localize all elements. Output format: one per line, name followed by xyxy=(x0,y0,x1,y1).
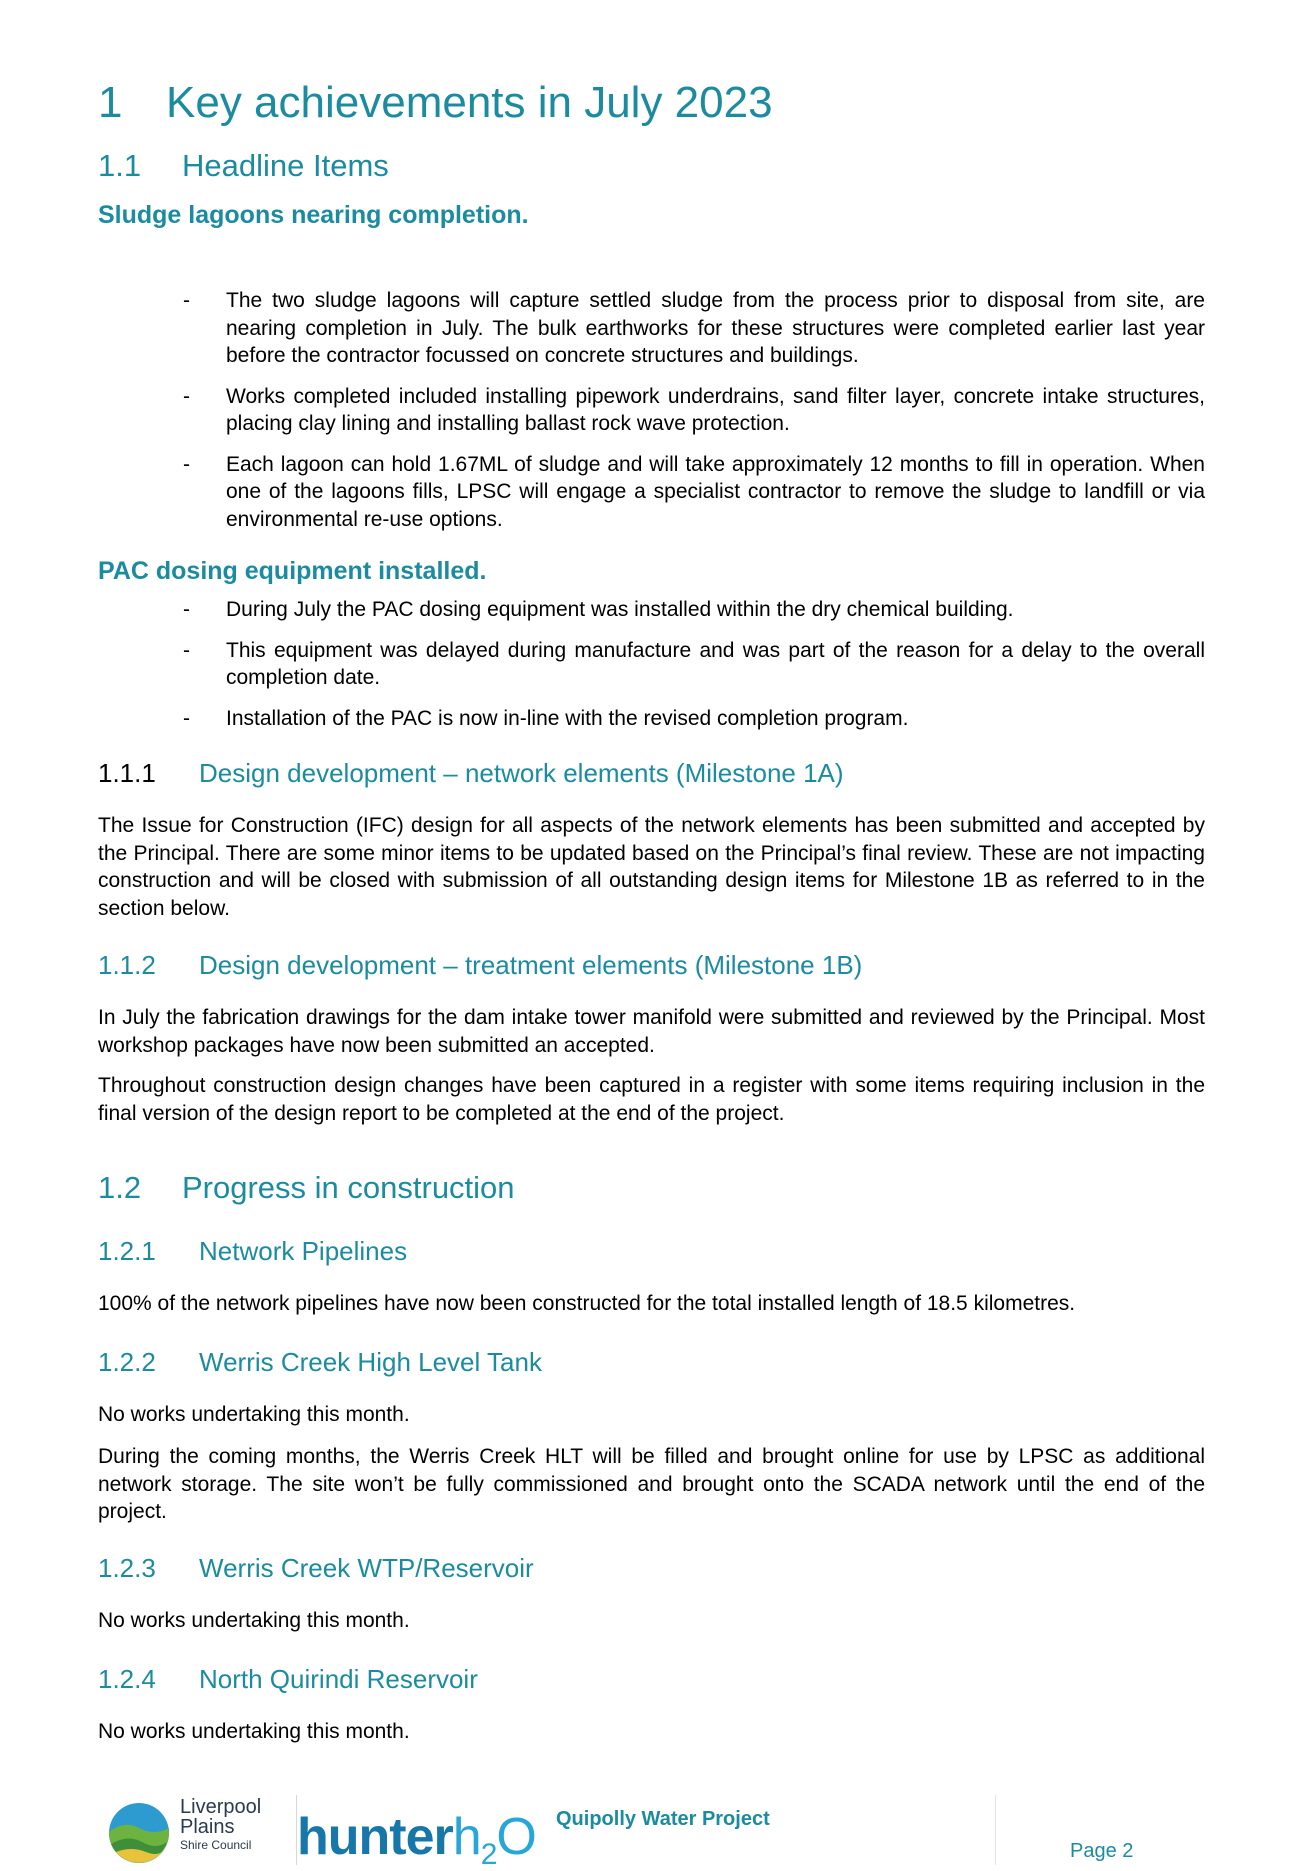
heading-1-2-3 xyxy=(98,1553,534,1584)
bullet-text: Works completed included installing pipework underdrains, sand filter layer, concrete intake structures, placing clay lining and installing ballast rock wave protection. xyxy=(226,384,1205,435)
page-footer xyxy=(0,1785,1291,1871)
heading-number: 1.1.1 xyxy=(98,758,156,788)
heading-number: 1.2.1 xyxy=(98,1236,156,1266)
heading-text: Progress in construction xyxy=(182,1170,515,1205)
heading-text: Headline Items xyxy=(182,148,389,183)
network-design-paragraph: The Issue for Construction (IFC) design for all aspects of the network elements has been submitted and accepted by the Principal. There are some minor items to be updated based on the Principal’s final review. These are not impacting construction and will be closed with submission of all outstanding design items for Milestone 1B as referred to in the section below. xyxy=(98,814,1205,920)
heading-number: 1.2 xyxy=(98,1170,142,1205)
h2o-h: h xyxy=(452,1808,481,1866)
heading-text: Design development – treatment elements (Milestone 1B) xyxy=(199,950,863,980)
heading-number: 1.2.4 xyxy=(98,1664,156,1694)
lpsc-wordmark xyxy=(180,1797,261,1853)
heading-number: 1 xyxy=(98,78,123,127)
bullet-text: Each lagoon can hold 1.67ML of sludge and will take approximately 12 months to fill in operation. When one of the lagoons fills, LPSC will engage a specialist contractor to remove the sludge to landfill or via environmental re-use options. xyxy=(226,452,1205,531)
heading-number: 1.1.2 xyxy=(98,950,156,980)
footer-divider xyxy=(995,1795,996,1865)
heading-text: Network Pipelines xyxy=(199,1236,408,1266)
list-item xyxy=(183,596,1205,624)
h2o-mark xyxy=(452,1808,536,1871)
list-item xyxy=(183,287,1205,370)
bullet-text: Installation of the PAC is now in-line with the revised completion program. xyxy=(226,706,909,730)
heading-1-1-2 xyxy=(98,950,862,981)
lpsc-line-2: Plains xyxy=(180,1816,235,1838)
heading-text: Key achievements in July 2023 xyxy=(166,78,773,127)
lpsc-logo-icon xyxy=(108,1802,170,1864)
hlt-paragraph-1: No works undertaking this month. xyxy=(98,1403,410,1426)
heading-1-2 xyxy=(98,1170,515,1206)
bullet-dash: - xyxy=(183,638,190,662)
h2o-subscript: 2 xyxy=(480,1838,497,1871)
sludge-bullet-list xyxy=(183,287,1205,546)
list-item xyxy=(183,451,1205,534)
page-number: Page 2 xyxy=(1070,1840,1134,1862)
treatment-design-paragraph-1: In July the fabrication drawings for the dam intake tower manifold were submitted and reviewed by the Principal. Most workshop packages have now been submitted an accepted. xyxy=(98,1006,1205,1057)
lpsc-line-3: Shire Council xyxy=(180,1838,252,1852)
heading-text: North Quirindi Reservoir xyxy=(199,1664,478,1694)
bullet-dash: - xyxy=(183,706,190,730)
bullet-text: During July the PAC dosing equipment was installed within the dry chemical building. xyxy=(226,598,1014,621)
bullet-dash: - xyxy=(183,384,190,408)
treatment-design-paragraph-2: Throughout construction design changes have been captured in a register with some items requiring inclusion in the final version of the design report to be completed at the end of the project. xyxy=(98,1074,1205,1125)
list-item xyxy=(183,705,1205,733)
heading-text: Werris Creek WTP/Reservoir xyxy=(199,1553,534,1583)
heading-text: Werris Creek High Level Tank xyxy=(199,1347,542,1377)
bullet-text: This equipment was delayed during manufacture and was part of the reason for a delay to the overall completion date. xyxy=(226,638,1205,689)
heading-1-1-1 xyxy=(98,758,844,789)
north-quirindi-paragraph: No works undertaking this month. xyxy=(98,1720,410,1743)
bullet-dash: - xyxy=(183,452,190,476)
list-item xyxy=(183,637,1205,692)
network-pipelines-paragraph: 100% of the network pipelines have now been constructed for the total installed length of 18.5 kilometres. xyxy=(98,1292,1076,1315)
h2o-o: O xyxy=(496,1808,536,1866)
heading-1-2-2 xyxy=(98,1347,542,1378)
hunter-h2o-logo xyxy=(297,1807,536,1871)
sludge-heading: Sludge lagoons nearing completion. xyxy=(98,201,529,229)
list-item xyxy=(183,383,1205,438)
heading-1 xyxy=(98,78,773,128)
heading-number: 1.2.2 xyxy=(98,1347,156,1377)
bullet-dash: - xyxy=(183,598,190,621)
lpsc-line-1: Liverpool xyxy=(180,1796,262,1818)
heading-1-1 xyxy=(98,148,389,184)
heading-number: 1.1 xyxy=(98,148,142,183)
pac-heading: PAC dosing equipment installed. xyxy=(98,557,487,585)
bullet-text: The two sludge lagoons will capture settled sludge from the process prior to disposal from site, are nearing completion in July. The bulk earthworks for these structures were completed earlier last year before the contractor focussed on concrete structures and buildings. xyxy=(226,289,1205,367)
heading-number: 1.2.3 xyxy=(98,1553,156,1583)
heading-text: Design development – network elements (Milestone 1A) xyxy=(199,758,844,788)
wtp-paragraph: No works undertaking this month. xyxy=(98,1609,410,1632)
hunter-word: hunter xyxy=(297,1808,453,1866)
heading-1-2-1 xyxy=(98,1236,407,1267)
pac-bullet-list xyxy=(183,596,1205,745)
hlt-paragraph-2: During the coming months, the Werris Creek HLT will be filled and brought online for use by LPSC as additional network storage. The site won’t be fully commissioned and brought onto the SCADA network until the end of the project. xyxy=(98,1445,1205,1523)
heading-1-2-4 xyxy=(98,1664,478,1695)
project-name: Quipolly Water Project xyxy=(556,1808,770,1830)
bullet-dash: - xyxy=(183,289,190,312)
